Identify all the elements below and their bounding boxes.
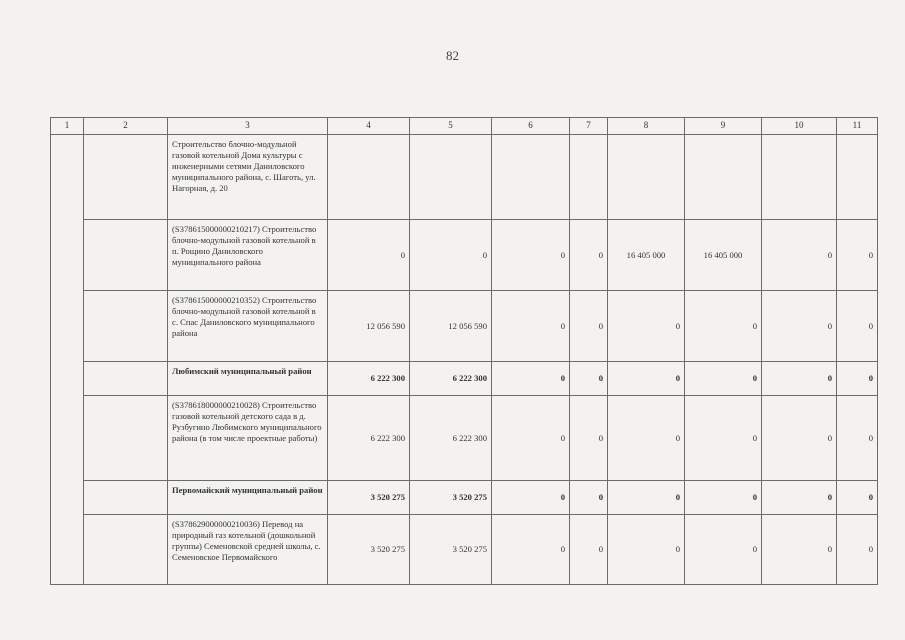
value-cell: 0 xyxy=(492,362,570,396)
value-cell: 3 520 275 xyxy=(328,515,410,585)
value-cell: 0 xyxy=(762,396,837,481)
value-cell: 0 xyxy=(762,481,837,515)
table-row xyxy=(51,135,878,220)
value-cell: 0 xyxy=(685,396,762,481)
row-description: Первомайский муниципальный район xyxy=(168,481,328,515)
value-cell: 0 xyxy=(570,291,608,362)
value-cell xyxy=(492,135,570,220)
row-description: (S378629000000210036) Перевод на природный газ котельной (дошкольной группы) Семеновской средней школы, с. Семеновское Первомайского xyxy=(168,515,328,585)
value-cell: 6 222 300 xyxy=(410,396,492,481)
column-header: 9 xyxy=(685,118,762,135)
table-row xyxy=(51,481,878,515)
value-cell: 0 xyxy=(570,481,608,515)
value-cell: 0 xyxy=(837,396,878,481)
value-cell: 0 xyxy=(837,220,878,291)
column-header: 5 xyxy=(410,118,492,135)
empty-cell xyxy=(84,291,168,362)
value-cell: 6 222 300 xyxy=(410,362,492,396)
value-cell xyxy=(410,135,492,220)
value-cell: 0 xyxy=(608,362,685,396)
value-cell: 0 xyxy=(608,481,685,515)
value-cell: 0 xyxy=(570,362,608,396)
table-row xyxy=(51,220,878,291)
value-cell: 3 520 275 xyxy=(410,481,492,515)
value-cell: 0 xyxy=(492,396,570,481)
value-cell: 12 056 590 xyxy=(328,291,410,362)
value-cell: 6 222 300 xyxy=(328,362,410,396)
value-cell: 0 xyxy=(492,291,570,362)
value-cell: 0 xyxy=(328,220,410,291)
value-cell: 0 xyxy=(762,220,837,291)
column-header: 2 xyxy=(84,118,168,135)
column-header: 3 xyxy=(168,118,328,135)
value-cell: 0 xyxy=(837,481,878,515)
budget-table xyxy=(50,117,878,585)
value-cell: 0 xyxy=(685,291,762,362)
table-row xyxy=(51,362,878,396)
value-cell: 0 xyxy=(762,291,837,362)
empty-cell xyxy=(84,220,168,291)
row-description: Строительство блочно-модульной газовой котельной Дома культуры с инженерными сетями Даниловского муниципального района, с. Шаготь, ул. Нагорная, д. 20 xyxy=(168,135,328,220)
value-cell: 12 056 590 xyxy=(410,291,492,362)
value-cell: 16 405 000 xyxy=(608,220,685,291)
value-cell: 3 520 275 xyxy=(328,481,410,515)
row-description: (S378615000000210217) Строительство блочно-модульной газовой котельной в п. Рощино Даниловского муниципального района xyxy=(168,220,328,291)
column-header: 8 xyxy=(608,118,685,135)
value-cell xyxy=(762,135,837,220)
value-cell: 0 xyxy=(608,291,685,362)
value-cell: 0 xyxy=(762,362,837,396)
value-cell: 0 xyxy=(492,481,570,515)
column-numbers-row xyxy=(51,118,878,135)
column-header: 7 xyxy=(570,118,608,135)
value-cell xyxy=(837,135,878,220)
value-cell: 3 520 275 xyxy=(410,515,492,585)
value-cell: 0 xyxy=(762,515,837,585)
page-number: 82 xyxy=(446,48,459,63)
value-cell: 16 405 000 xyxy=(685,220,762,291)
value-cell: 0 xyxy=(570,220,608,291)
value-cell: 0 xyxy=(837,362,878,396)
row-description: Любимский муниципальный район xyxy=(168,362,328,396)
column-header: 10 xyxy=(762,118,837,135)
column-header: 11 xyxy=(837,118,878,135)
value-cell: 0 xyxy=(492,515,570,585)
value-cell: 0 xyxy=(608,515,685,585)
value-cell: 0 xyxy=(837,291,878,362)
value-cell: 0 xyxy=(570,515,608,585)
empty-cell xyxy=(51,135,84,585)
value-cell xyxy=(570,135,608,220)
empty-cell xyxy=(84,362,168,396)
empty-cell xyxy=(84,135,168,220)
value-cell: 0 xyxy=(685,362,762,396)
value-cell: 6 222 300 xyxy=(328,396,410,481)
column-header: 4 xyxy=(328,118,410,135)
table-row xyxy=(51,291,878,362)
empty-cell xyxy=(84,481,168,515)
column-header: 6 xyxy=(492,118,570,135)
empty-cell xyxy=(84,515,168,585)
row-description: (S378615000000210352) Строительство блочно-модульной газовой котельной в с. Спас Даниловского муниципального района xyxy=(168,291,328,362)
value-cell xyxy=(685,135,762,220)
value-cell: 0 xyxy=(837,515,878,585)
row-description: (S378618000000210028) Строительство газовой котельной детского сада в д. Рузбугино Любимского муниципального района (в том числе проектные работы) xyxy=(168,396,328,481)
column-header: 1 xyxy=(51,118,84,135)
empty-cell xyxy=(84,396,168,481)
value-cell: 0 xyxy=(608,396,685,481)
value-cell: 0 xyxy=(492,220,570,291)
value-cell: 0 xyxy=(570,396,608,481)
table-row xyxy=(51,396,878,481)
value-cell: 0 xyxy=(685,481,762,515)
value-cell xyxy=(328,135,410,220)
value-cell: 0 xyxy=(410,220,492,291)
value-cell: 0 xyxy=(685,515,762,585)
value-cell xyxy=(608,135,685,220)
table-row xyxy=(51,515,878,585)
